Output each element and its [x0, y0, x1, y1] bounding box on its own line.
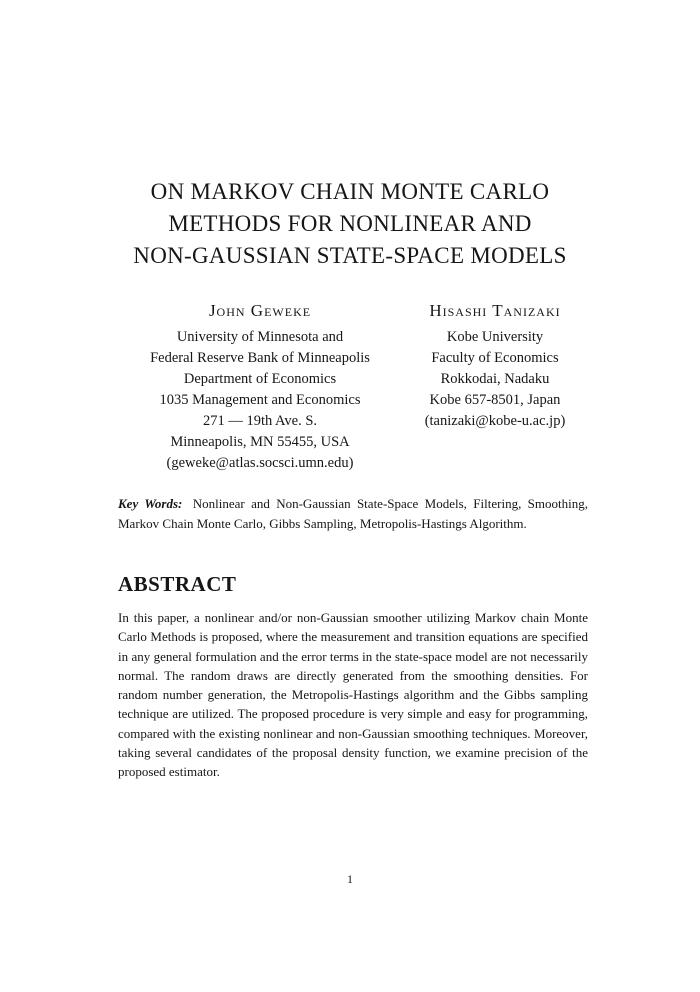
keywords-text: Nonlinear and Non-Gaussian State-Space Models, Filtering, Smoothing, Markov Chain Monte Carlo, Gibbs Sampling, Metropolis-Hastings Algorithm. [118, 496, 588, 531]
author-email[interactable]: (tanizaki@kobe-u.ac.jp) [424, 413, 566, 429]
author-block-tanizaki [395, 300, 595, 432]
title-line: METHODS FOR NONLINEAR AND [168, 211, 532, 236]
affiliation-line: Rokkodai, Nadaku [440, 371, 550, 387]
keywords-paragraph [118, 494, 588, 533]
author-block-geweke [110, 300, 410, 474]
abstract-heading: ABSTRACT [118, 572, 237, 596]
author-name: John Geweke [208, 301, 312, 320]
affiliation-line: University of Minnesota and [176, 329, 344, 345]
affiliation-line: 1035 Management and Economics [159, 392, 361, 408]
paper-title [90, 176, 610, 272]
title-line: NON-GAUSSIAN STATE-SPACE MODELS [133, 243, 567, 268]
author-name: Hisashi Tanizaki [429, 301, 561, 320]
affiliation-line: Department of Economics [183, 371, 337, 387]
title-line: ON MARKOV CHAIN MONTE CARLO [150, 179, 550, 204]
abstract-body: In this paper, a nonlinear and/or non-Gaussian smoother utilizing Markov chain Monte Carlo Methods is proposed, where the measurement and transition equations are specified in any general formulation and the error terms in the state-space model are not necessarily normal. The random draws are directly generated from the smoothing densities. For random number generation, the Metropolis-Hastings algorithm and the Gibbs sampling technique are utilized. The proposed procedure is very simple and easy for programming, compared with the existing nonlinear and non-Gaussian smoothing techniques. Moreover, taking several candidates of the proposal density function, we examine precision of the proposed estimator. [118, 610, 588, 780]
affiliation-line: Kobe 657-8501, Japan [429, 392, 561, 408]
affiliation-line: Federal Reserve Bank of Minneapolis [150, 350, 370, 366]
author-email[interactable]: (geweke@atlas.socsci.umn.edu) [166, 455, 354, 471]
keywords-label: Key Words: [118, 496, 183, 511]
affiliation-line: Minneapolis, MN 55455, USA [170, 434, 350, 450]
page-number: 1 [347, 872, 353, 886]
affiliation-line: Kobe University [446, 329, 544, 345]
affiliation-line: Faculty of Economics [431, 350, 559, 366]
affiliation-line: 271 — 19th Ave. S. [202, 413, 318, 429]
